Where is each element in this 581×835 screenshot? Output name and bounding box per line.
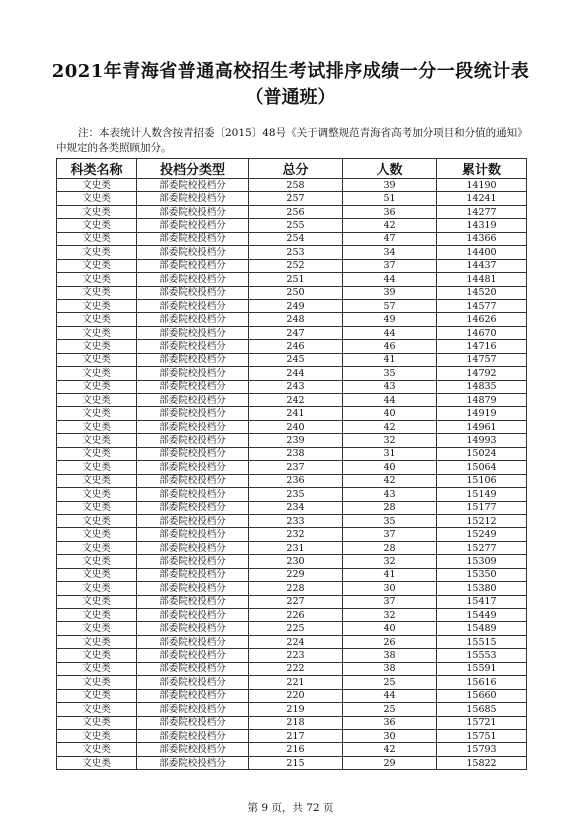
cell-score-type: 部委院校投档分 [137,313,249,326]
cell-score-type: 部委院校投档分 [137,273,249,286]
cell-count: 38 [343,649,437,662]
cell-category: 文史类 [57,474,137,487]
cell-score-type: 部委院校投档分 [137,703,249,716]
table-row [57,313,527,326]
table-row [57,635,527,648]
cell-cumulative: 15793 [437,743,527,756]
cell-total-score: 234 [249,501,343,514]
cell-score-type: 部委院校投档分 [137,582,249,595]
cell-total-score: 255 [249,219,343,232]
cell-count: 43 [343,380,437,393]
cell-count: 26 [343,635,437,648]
cell-cumulative: 15149 [437,488,527,501]
cell-score-type: 部委院校投档分 [137,394,249,407]
cell-total-score: 224 [249,635,343,648]
cell-score-type: 部委院校投档分 [137,340,249,353]
cell-count: 42 [343,420,437,433]
cell-category: 文史类 [57,676,137,689]
cell-cumulative: 14626 [437,313,527,326]
table-row [57,568,527,581]
table-row [57,488,527,501]
cell-cumulative: 15380 [437,582,527,595]
cell-count: 34 [343,246,437,259]
table-row [57,192,527,205]
table-row [57,286,527,299]
cell-score-type: 部委院校投档分 [137,179,249,192]
cell-score-type: 部委院校投档分 [137,205,249,218]
cell-count: 47 [343,232,437,245]
column-header-count: 人数 [343,159,437,179]
cell-category: 文史类 [57,447,137,460]
cell-count: 32 [343,434,437,447]
cell-category: 文史类 [57,649,137,662]
cell-count: 42 [343,474,437,487]
cell-total-score: 252 [249,259,343,272]
cell-score-type: 部委院校投档分 [137,447,249,460]
cell-cumulative: 15212 [437,514,527,527]
table-row [57,205,527,218]
cell-cumulative: 15721 [437,716,527,729]
cell-count: 37 [343,595,437,608]
cell-cumulative: 15064 [437,461,527,474]
cell-total-score: 253 [249,246,343,259]
cell-cumulative: 15660 [437,689,527,702]
cell-score-type: 部委院校投档分 [137,514,249,527]
cell-score-type: 部委院校投档分 [137,367,249,380]
cell-cumulative: 15616 [437,676,527,689]
cell-count: 25 [343,676,437,689]
table-row [57,367,527,380]
cell-total-score: 246 [249,340,343,353]
cell-score-type: 部委院校投档分 [137,232,249,245]
cell-category: 文史类 [57,609,137,622]
cell-cumulative: 14277 [437,205,527,218]
table-row [57,259,527,272]
cell-cumulative: 14481 [437,273,527,286]
cell-category: 文史类 [57,246,137,259]
cell-count: 43 [343,488,437,501]
cell-score-type: 部委院校投档分 [137,649,249,662]
cell-count: 36 [343,716,437,729]
table-row [57,461,527,474]
cell-category: 文史类 [57,501,137,514]
cell-cumulative: 15685 [437,703,527,716]
cell-cumulative: 14400 [437,246,527,259]
score-table [56,158,527,770]
cell-total-score: 216 [249,743,343,756]
cell-count: 36 [343,205,437,218]
cell-count: 29 [343,756,437,769]
cell-score-type: 部委院校投档分 [137,488,249,501]
table-note: 注：本表统计人数含按青招委〔2015〕48号《关于调整规范青海省高考加分项目和分值的通知》中规定的各类照顾加分。 [56,127,523,154]
cell-category: 文史类 [57,716,137,729]
cell-count: 51 [343,192,437,205]
cell-score-type: 部委院校投档分 [137,541,249,554]
cell-cumulative: 14577 [437,299,527,312]
cell-score-type: 部委院校投档分 [137,246,249,259]
cell-score-type: 部委院校投档分 [137,380,249,393]
page-subtitle: （普通班） [245,87,336,108]
cell-score-type: 部委院校投档分 [137,676,249,689]
cell-cumulative: 15106 [437,474,527,487]
table-row [57,299,527,312]
cell-total-score: 230 [249,555,343,568]
cell-cumulative: 14879 [437,394,527,407]
cell-category: 文史类 [57,635,137,648]
cell-cumulative: 15515 [437,635,527,648]
cell-total-score: 249 [249,299,343,312]
cell-total-score: 218 [249,716,343,729]
table-row [57,716,527,729]
cell-total-score: 245 [249,353,343,366]
table-row [57,394,527,407]
cell-count: 41 [343,353,437,366]
table-row [57,326,527,339]
cell-total-score: 240 [249,420,343,433]
cell-total-score: 243 [249,380,343,393]
cell-cumulative: 15591 [437,662,527,675]
cell-cumulative: 14670 [437,326,527,339]
cell-score-type: 部委院校投档分 [137,407,249,420]
cell-category: 文史类 [57,192,137,205]
cell-total-score: 257 [249,192,343,205]
cell-total-score: 219 [249,703,343,716]
cell-count: 41 [343,568,437,581]
cell-count: 37 [343,528,437,541]
column-header-score-type: 投档分类型 [137,159,249,179]
cell-category: 文史类 [57,273,137,286]
cell-count: 30 [343,582,437,595]
cell-category: 文史类 [57,703,137,716]
table-row [57,622,527,635]
cell-cumulative: 15822 [437,756,527,769]
table-row [57,514,527,527]
cell-category: 文史类 [57,286,137,299]
cell-count: 40 [343,622,437,635]
cell-score-type: 部委院校投档分 [137,299,249,312]
cell-score-type: 部委院校投档分 [137,192,249,205]
table-body [57,179,527,770]
table-row [57,219,527,232]
cell-category: 文史类 [57,205,137,218]
cell-total-score: 228 [249,582,343,595]
cell-cumulative: 15417 [437,595,527,608]
cell-total-score: 236 [249,474,343,487]
cell-category: 文史类 [57,514,137,527]
cell-total-score: 232 [249,528,343,541]
cell-cumulative: 14716 [437,340,527,353]
cell-score-type: 部委院校投档分 [137,716,249,729]
table-row [57,179,527,192]
cell-score-type: 部委院校投档分 [137,689,249,702]
cell-score-type: 部委院校投档分 [137,609,249,622]
cell-category: 文史类 [57,528,137,541]
cell-count: 28 [343,501,437,514]
cell-count: 44 [343,689,437,702]
column-header-cumulative: 累计数 [437,159,527,179]
cell-category: 文史类 [57,461,137,474]
cell-score-type: 部委院校投档分 [137,555,249,568]
table-header-row [57,159,527,179]
cell-cumulative: 15249 [437,528,527,541]
cell-total-score: 238 [249,447,343,460]
table-row [57,729,527,742]
cell-total-score: 231 [249,541,343,554]
table-row [57,407,527,420]
cell-category: 文史类 [57,595,137,608]
cell-total-score: 229 [249,568,343,581]
cell-cumulative: 14520 [437,286,527,299]
cell-category: 文史类 [57,394,137,407]
cell-total-score: 222 [249,662,343,675]
cell-count: 40 [343,461,437,474]
cell-total-score: 220 [249,689,343,702]
cell-score-type: 部委院校投档分 [137,474,249,487]
table-row [57,595,527,608]
cell-cumulative: 14835 [437,380,527,393]
cell-total-score: 221 [249,676,343,689]
cell-score-type: 部委院校投档分 [137,528,249,541]
cell-total-score: 226 [249,609,343,622]
cell-category: 文史类 [57,380,137,393]
table-row [57,501,527,514]
cell-total-score: 235 [249,488,343,501]
cell-cumulative: 14961 [437,420,527,433]
cell-category: 文史类 [57,367,137,380]
cell-category: 文史类 [57,488,137,501]
cell-category: 文史类 [57,407,137,420]
table-row [57,582,527,595]
cell-total-score: 227 [249,595,343,608]
table-row [57,353,527,366]
cell-count: 31 [343,447,437,460]
cell-category: 文史类 [57,434,137,447]
cell-cumulative: 14993 [437,434,527,447]
cell-total-score: 225 [249,622,343,635]
cell-score-type: 部委院校投档分 [137,743,249,756]
cell-count: 30 [343,729,437,742]
cell-cumulative: 15553 [437,649,527,662]
cell-score-type: 部委院校投档分 [137,635,249,648]
cell-total-score: 248 [249,313,343,326]
cell-score-type: 部委院校投档分 [137,595,249,608]
cell-count: 46 [343,340,437,353]
cell-score-type: 部委院校投档分 [137,286,249,299]
cell-count: 44 [343,273,437,286]
page-number: 第 9 页，共 72 页 [247,802,334,814]
cell-total-score: 244 [249,367,343,380]
cell-cumulative: 14241 [437,192,527,205]
table-row [57,528,527,541]
cell-count: 25 [343,703,437,716]
cell-cumulative: 14792 [437,367,527,380]
table-row [57,273,527,286]
cell-count: 32 [343,555,437,568]
cell-total-score: 217 [249,729,343,742]
cell-count: 39 [343,179,437,192]
cell-total-score: 254 [249,232,343,245]
cell-score-type: 部委院校投档分 [137,729,249,742]
cell-count: 38 [343,662,437,675]
table-row [57,420,527,433]
table-row [57,689,527,702]
table-row [57,380,527,393]
cell-score-type: 部委院校投档分 [137,756,249,769]
cell-cumulative: 15350 [437,568,527,581]
table-row [57,555,527,568]
cell-total-score: 215 [249,756,343,769]
cell-category: 文史类 [57,743,137,756]
cell-score-type: 部委院校投档分 [137,662,249,675]
cell-cumulative: 14919 [437,407,527,420]
cell-total-score: 250 [249,286,343,299]
table-row [57,662,527,675]
table-row [57,246,527,259]
cell-count: 35 [343,367,437,380]
cell-score-type: 部委院校投档分 [137,434,249,447]
cell-count: 28 [343,541,437,554]
cell-cumulative: 15309 [437,555,527,568]
table-row [57,756,527,769]
cell-count: 39 [343,286,437,299]
cell-total-score: 239 [249,434,343,447]
cell-cumulative: 14757 [437,353,527,366]
cell-total-score: 241 [249,407,343,420]
cell-cumulative: 14437 [437,259,527,272]
table-row [57,649,527,662]
cell-count: 40 [343,407,437,420]
cell-category: 文史类 [57,662,137,675]
cell-count: 57 [343,299,437,312]
cell-category: 文史类 [57,568,137,581]
cell-cumulative: 15277 [437,541,527,554]
cell-cumulative: 15489 [437,622,527,635]
cell-category: 文史类 [57,232,137,245]
cell-score-type: 部委院校投档分 [137,461,249,474]
cell-category: 文史类 [57,299,137,312]
cell-count: 44 [343,394,437,407]
cell-count: 42 [343,743,437,756]
cell-category: 文史类 [57,313,137,326]
cell-score-type: 部委院校投档分 [137,568,249,581]
cell-total-score: 251 [249,273,343,286]
cell-total-score: 223 [249,649,343,662]
cell-count: 37 [343,259,437,272]
cell-category: 文史类 [57,179,137,192]
cell-count: 49 [343,313,437,326]
cell-score-type: 部委院校投档分 [137,259,249,272]
cell-count: 32 [343,609,437,622]
cell-category: 文史类 [57,689,137,702]
cell-category: 文史类 [57,340,137,353]
cell-cumulative: 15177 [437,501,527,514]
cell-category: 文史类 [57,756,137,769]
column-header-category: 科类名称 [57,159,137,179]
cell-score-type: 部委院校投档分 [137,219,249,232]
table-row [57,703,527,716]
cell-score-type: 部委院校投档分 [137,353,249,366]
cell-total-score: 247 [249,326,343,339]
cell-total-score: 237 [249,461,343,474]
table-row [57,541,527,554]
cell-score-type: 部委院校投档分 [137,501,249,514]
cell-cumulative: 15024 [437,447,527,460]
cell-category: 文史类 [57,555,137,568]
cell-total-score: 256 [249,205,343,218]
cell-count: 44 [343,326,437,339]
cell-total-score: 258 [249,179,343,192]
cell-score-type: 部委院校投档分 [137,420,249,433]
cell-score-type: 部委院校投档分 [137,326,249,339]
table-row [57,743,527,756]
cell-cumulative: 15449 [437,609,527,622]
cell-category: 文史类 [57,353,137,366]
cell-cumulative: 14366 [437,232,527,245]
cell-cumulative: 15751 [437,729,527,742]
cell-category: 文史类 [57,326,137,339]
cell-count: 42 [343,219,437,232]
cell-category: 文史类 [57,420,137,433]
table-row [57,447,527,460]
cell-category: 文史类 [57,259,137,272]
cell-category: 文史类 [57,219,137,232]
cell-count: 35 [343,514,437,527]
table-row [57,474,527,487]
table-row [57,609,527,622]
table-row [57,676,527,689]
cell-cumulative: 14190 [437,179,527,192]
cell-category: 文史类 [57,541,137,554]
cell-category: 文史类 [57,582,137,595]
page-title: 2021年青海省普通高校招生考试排序成绩一分一段统计表 [51,61,530,82]
table-row [57,434,527,447]
cell-total-score: 233 [249,514,343,527]
cell-total-score: 242 [249,394,343,407]
cell-category: 文史类 [57,729,137,742]
column-header-total-score: 总分 [249,159,343,179]
table-row [57,340,527,353]
cell-category: 文史类 [57,622,137,635]
cell-cumulative: 14319 [437,219,527,232]
cell-score-type: 部委院校投档分 [137,622,249,635]
table-row [57,232,527,245]
